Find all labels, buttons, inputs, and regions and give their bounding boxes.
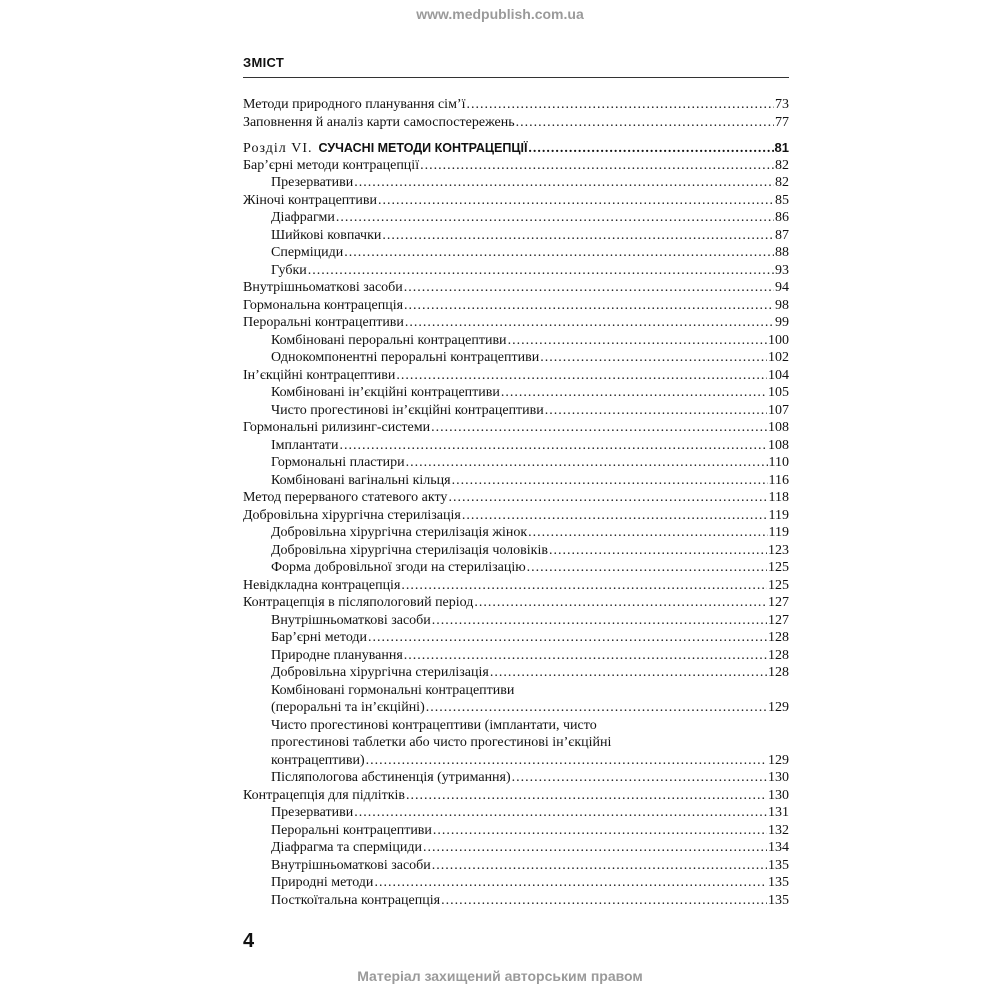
toc-subentry (243, 629, 789, 647)
toc-entry-page: 135 (768, 892, 789, 908)
toc-entry (243, 367, 789, 385)
section-page: 81 (774, 140, 789, 155)
toc-entry-page: 131 (768, 805, 789, 820)
toc-entry (243, 114, 789, 132)
toc-entry-page: 119 (768, 525, 789, 540)
toc-entry (243, 314, 789, 332)
dot-leader (545, 402, 767, 420)
toc-subentry (243, 454, 789, 472)
toc-subentry (243, 472, 789, 490)
toc-entry-title: Заповнення й аналіз карти самоспостережень (243, 114, 515, 130)
dot-leader (426, 699, 767, 717)
toc-entry-title: Гормональна контрацепція (243, 297, 404, 313)
dot-leader (490, 664, 767, 682)
toc-subentry (243, 227, 789, 245)
header-rule (243, 77, 789, 78)
toc-subentry-line: Чисто прогестинові контрацептиви (імплантати, чисто (271, 717, 597, 733)
toc-subentry (243, 244, 789, 262)
dot-leader (344, 244, 774, 262)
section-header: ЗМІСТ (243, 55, 285, 70)
toc-entry-title: Імплантати (271, 437, 339, 453)
toc-entry-title: Ін’єкційні контрацептиви (243, 367, 396, 383)
toc-entry-page: 98 (775, 297, 789, 313)
toc-subentry (243, 839, 789, 857)
toc-subentry (243, 874, 789, 892)
toc-entry-title: контрацептиви) (271, 752, 365, 768)
dot-leader (462, 507, 768, 525)
toc-entry-page: 130 (768, 787, 789, 803)
toc-entry-page: 132 (768, 822, 789, 838)
toc-entry-page: 118 (768, 490, 789, 505)
toc-entry (243, 787, 789, 805)
dot-leader (396, 367, 767, 385)
dot-leader (336, 209, 774, 227)
toc-entry (243, 507, 789, 525)
dot-leader (540, 349, 767, 367)
toc-entry-page: 93 (775, 262, 789, 278)
toc-entry-title: Форма добровільної згоди на стерилізацію (271, 560, 526, 575)
toc-entry-page: 125 (768, 577, 789, 593)
toc-entry-page: 119 (768, 507, 789, 523)
toc-subentry (243, 892, 789, 910)
dot-leader (508, 332, 767, 350)
toc-entry-title: Внутрішньоматкові засоби (271, 857, 431, 873)
toc-subentry (243, 524, 789, 542)
toc-entry-title: (пероральні та ін’єкційні) (271, 700, 425, 715)
dot-leader (382, 227, 774, 245)
toc-entry-page: 88 (775, 245, 789, 260)
toc-entry-title: Шийкові ковпачки (271, 227, 382, 243)
toc-subentry (243, 664, 789, 682)
toc-entry-title: Діафрагми (271, 210, 335, 225)
dot-leader (404, 297, 774, 315)
toc-entry-page: 82 (775, 157, 789, 173)
toc-entry-page: 102 (768, 350, 789, 365)
toc-subentry (243, 699, 789, 717)
dot-leader (368, 629, 767, 647)
toc-entry-title: Контрацепція в післяпологовий період (243, 595, 474, 610)
toc-entry-page: 110 (768, 455, 789, 470)
toc-entry-page: 127 (768, 595, 789, 610)
toc-subentry (243, 174, 789, 192)
dot-leader (354, 804, 767, 822)
toc-entry (243, 157, 789, 175)
toc-entry-page: 94 (775, 280, 789, 295)
section-title: СУЧАСНІ МЕТОДИ КОНТРАЦЕПЦІЇ (318, 141, 528, 155)
toc-entry-title: Комбіновані вагінальні кільця (271, 472, 451, 488)
toc-entry-title: Губки (271, 262, 307, 278)
toc-subentry (243, 752, 789, 770)
toc-entry-page: 105 (768, 385, 789, 400)
toc-entry (243, 594, 789, 612)
dot-leader (433, 822, 767, 840)
toc-entry-title: Природні методи (271, 875, 374, 890)
toc-entry-title: Внутрішньоматкові засоби (243, 280, 403, 295)
dot-leader (420, 157, 774, 175)
dot-leader (374, 874, 767, 892)
toc-entry-page: 87 (775, 227, 789, 243)
dot-leader (401, 577, 767, 595)
toc-entry (243, 279, 789, 297)
dot-leader (501, 384, 767, 402)
dot-leader (466, 96, 774, 114)
dot-leader (431, 419, 767, 437)
toc-entry-page: 129 (768, 700, 789, 715)
toc-subentry (243, 822, 789, 840)
toc-subentry (243, 769, 789, 787)
toc-entry-page: 77 (775, 114, 789, 130)
dot-leader (308, 262, 774, 280)
page-number: 4 (243, 930, 255, 952)
toc-entry-title: Природне планування (271, 647, 403, 663)
toc-entry (243, 297, 789, 315)
toc-entry-title: Контрацепція для підлітків (243, 787, 406, 803)
toc-subentry (243, 209, 789, 227)
toc-subentry (243, 559, 789, 577)
toc-entry-page: 127 (768, 612, 789, 628)
toc-entry-page: 99 (775, 315, 789, 330)
dot-leader (452, 472, 768, 490)
toc-entry-title: Добровільна хірургічна стерилізація жінок (271, 525, 528, 540)
toc-subentry-line: прогестинові таблетки або чисто прогестинові ін’єкційні (271, 735, 612, 750)
toc-entry-page: 116 (768, 472, 789, 488)
dot-leader (423, 839, 767, 857)
toc-entry (243, 96, 789, 114)
dot-leader (516, 114, 774, 132)
toc-entry-title: Пероральні контрацептиви (243, 315, 404, 330)
toc-subentry (243, 612, 789, 630)
toc-entry-title: Добровільна хірургічна стерилізація чоловіків (271, 542, 548, 558)
toc-entry-title: Комбіновані ін’єкційні контрацептиви (271, 385, 500, 400)
dot-leader (406, 454, 768, 472)
toc-entry-page: 73 (775, 97, 789, 112)
toc-subentry (243, 349, 789, 367)
dot-leader (528, 524, 767, 542)
toc-entry-title: Гормональні пластири (271, 455, 405, 470)
toc-entry-title: Невідкладна контрацепція (243, 577, 401, 593)
toc-subentry (243, 402, 789, 420)
toc-entry-page: 135 (768, 875, 789, 890)
toc-entry-title: Гормональні рилизинг-системи (243, 420, 431, 435)
toc-entry-title: Післяпологова абстиненція (утримання) (271, 770, 511, 785)
dot-leader (549, 542, 767, 560)
dot-leader (404, 647, 767, 665)
toc-entry-page: 86 (775, 210, 789, 225)
toc-entry-page: 135 (768, 857, 789, 873)
dot-leader (339, 437, 767, 455)
dot-leader (512, 769, 767, 787)
toc-entry-page: 104 (768, 367, 789, 383)
toc-entry (243, 489, 789, 507)
toc-entry-title: Бар’єрні методи контрацепції (243, 157, 420, 173)
toc-entry-title: Бар’єрні методи (271, 630, 368, 645)
toc-entry-page: 107 (768, 402, 789, 418)
dot-leader (378, 192, 774, 210)
toc-entry-title: Методи природного планування сім’ї (243, 97, 466, 112)
toc-entry-title: Сперміциди (271, 245, 344, 260)
toc-entry-title: Метод перерваного статевого акту (243, 490, 448, 505)
toc-subentry-line: Комбіновані гормональні контрацептиви (271, 682, 515, 698)
toc-subentry (243, 437, 789, 455)
dot-leader (354, 174, 774, 192)
toc-entry-page: 128 (768, 647, 789, 663)
toc-subentry (243, 804, 789, 822)
toc-entry-page: 82 (775, 175, 789, 190)
toc-entry-title: Презервативи (271, 805, 354, 820)
dot-leader (448, 489, 767, 507)
dot-leader (405, 314, 774, 332)
toc-entry-title: Жіночі контрацептиви (243, 192, 377, 208)
toc-entry-title: Однокомпонентні пероральні контрацептиви (271, 350, 540, 365)
toc-subentry (243, 647, 789, 665)
toc-entry-title: Пероральні контрацептиви (271, 822, 432, 838)
toc-entry-title: Внутрішньоматкові засоби (271, 612, 431, 628)
dot-leader (432, 857, 767, 875)
toc-entry-title: Комбіновані пероральні контрацептиви (271, 332, 507, 348)
dot-leader (441, 892, 767, 910)
site-url[interactable]: www.medpublish.com.ua (416, 6, 584, 22)
toc-entry-title: Діафрагма та сперміциди (271, 840, 423, 855)
toc-entry (243, 577, 789, 595)
toc-subentry (243, 332, 789, 350)
toc-subentry (243, 857, 789, 875)
toc-entry-page: 129 (768, 752, 789, 768)
toc-entry (243, 192, 789, 210)
toc-entry-page: 130 (768, 770, 789, 785)
toc-subentry (243, 542, 789, 560)
section-label: Розділ VI. (243, 141, 313, 156)
dot-leader (432, 612, 767, 630)
toc-entry (243, 419, 789, 437)
toc-entry-title: Добровільна хірургічна стерилізація (271, 665, 489, 680)
toc-entry-page: 100 (768, 332, 789, 348)
toc-entry-page: 108 (768, 420, 789, 435)
toc-entry-page: 125 (768, 560, 789, 575)
dot-leader (528, 140, 773, 158)
toc-subentry (243, 262, 789, 280)
dot-leader (366, 752, 767, 770)
toc-entry-title: Чисто прогестинові ін’єкційні контрацептиви (271, 402, 544, 418)
dot-leader (404, 279, 774, 297)
toc-entry-title: Добровільна хірургічна стерилізація (243, 507, 461, 523)
toc-entry-title: Презервативи (271, 175, 354, 190)
toc-entry-page: 128 (768, 665, 789, 680)
dot-leader (406, 787, 767, 805)
toc-entry-title: Посткоїтальна контрацепція (271, 892, 441, 908)
table-of-contents (243, 96, 789, 909)
toc-subentry (243, 384, 789, 402)
toc-entry-page: 108 (768, 437, 789, 453)
toc-entry-page: 134 (768, 840, 789, 855)
toc-entry-page: 85 (775, 192, 789, 208)
toc-entry-page: 123 (768, 542, 789, 558)
dot-leader (474, 594, 767, 612)
dot-leader (527, 559, 767, 577)
toc-section-heading (243, 139, 789, 157)
copyright-notice: Матеріал захищений авторським правом (357, 968, 643, 984)
toc-entry-page: 128 (768, 630, 789, 645)
